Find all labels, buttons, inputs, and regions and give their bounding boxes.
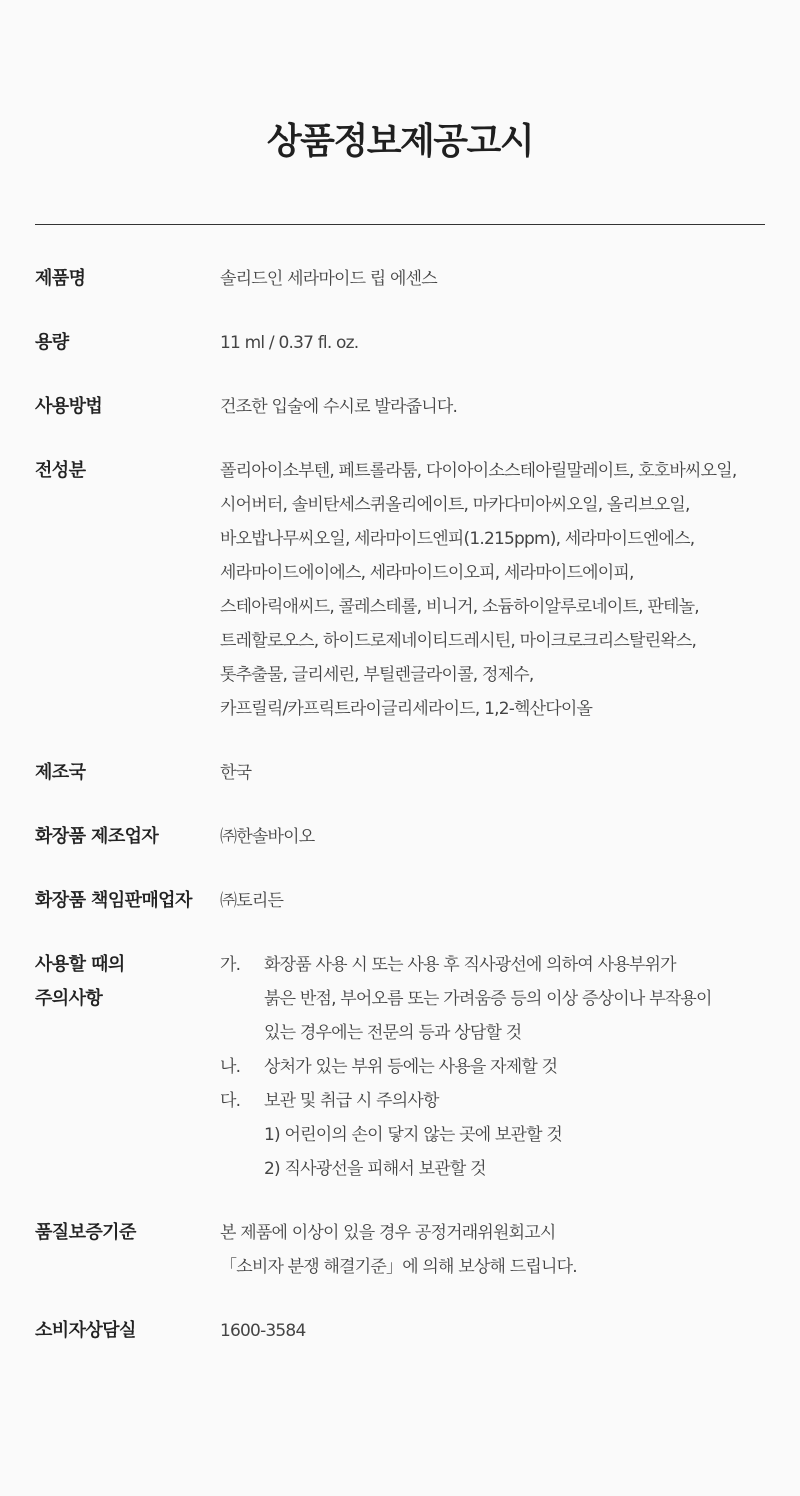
ingredients-line: 카프릴릭/카프릭트라이글리세라이드, 1,2-헥산다이올	[220, 699, 593, 719]
caution-item	[220, 1050, 765, 1084]
row-value: 1600-3584	[220, 1321, 306, 1341]
row-value	[220, 1216, 765, 1284]
row-quality	[35, 1216, 765, 1284]
row-usage	[35, 390, 765, 424]
caution-marker: 나.	[220, 1057, 241, 1077]
ingredients-line: 시어버터, 솔비탄세스퀴올리에이트, 마카다미아씨오일, 올리브오일,	[220, 495, 690, 515]
caution-marker: 가.	[220, 955, 241, 975]
row-volume	[35, 326, 765, 360]
ingredients-line: 세라마이드에이에스, 세라마이드이오피, 세라마이드에이피,	[220, 563, 634, 583]
row-label	[35, 948, 220, 1016]
row-seller	[35, 884, 765, 918]
row-manufacturer	[35, 820, 765, 854]
row-value	[220, 948, 765, 1186]
caution-line: 붉은 반점, 부어오름 또는 가려움증 등의 이상 증상이나 부작용이	[264, 989, 712, 1009]
ingredients-line: 스테아릭애씨드, 콜레스테롤, 비니거, 소듐하이알루로네이트, 판테놀,	[220, 597, 699, 617]
page-title: 상품정보제공고시	[266, 121, 534, 162]
caution-body	[264, 1084, 765, 1186]
row-cautions	[35, 948, 765, 1186]
quality-line: 「소비자 분쟁 해결기준」에 의해 보상해 드립니다.	[220, 1257, 577, 1277]
ingredients-line: 트레할로오스, 하이드로제네이티드레시틴, 마이크로크리스탈린왁스,	[220, 631, 697, 651]
row-value: 11 ml / 0.37 fl. oz.	[220, 333, 359, 353]
caution-item	[220, 948, 765, 1050]
row-label: 화장품 책임판매업자	[35, 890, 192, 911]
caution-body	[264, 1050, 765, 1084]
row-value: 건조한 입술에 수시로 발라줍니다.	[220, 397, 458, 417]
row-value: 한국	[220, 763, 252, 783]
caution-line: 보관 및 취급 시 주의사항	[264, 1091, 439, 1111]
row-label: 품질보증기준	[35, 1222, 136, 1243]
row-product-name	[35, 262, 765, 296]
caution-body	[264, 948, 765, 1050]
caution-item	[220, 1084, 765, 1186]
row-ingredients	[35, 454, 765, 726]
row-value: ㈜토리든	[220, 891, 284, 911]
row-label: 화장품 제조업자	[35, 826, 159, 847]
caution-line: 있는 경우에는 전문의 등과 상담할 것	[264, 1023, 522, 1043]
row-value: 솔리드인 세라마이드 립 에센스	[220, 269, 437, 289]
caution-subitem: 1) 어린이의 손이 닿지 않는 곳에 보관할 것	[264, 1125, 563, 1145]
caution-line: 화장품 사용 시 또는 사용 후 직사광선에 의하여 사용부위가	[264, 955, 676, 975]
row-value	[220, 454, 765, 726]
caution-marker: 다.	[220, 1091, 241, 1111]
row-consumer-center	[35, 1314, 765, 1348]
row-value: ㈜한솔바이오	[220, 827, 315, 847]
row-label: 제조국	[35, 762, 86, 783]
quality-line: 본 제품에 이상이 있을 경우 공정거래위원회고시	[220, 1223, 556, 1243]
row-country	[35, 756, 765, 790]
ingredients-line: 바오밥나무씨오일, 세라마이드엔피(1.215ppm), 세라마이드엔에스,	[220, 529, 695, 549]
row-label: 전성분	[35, 460, 86, 481]
cautions-label-line: 주의사항	[35, 988, 103, 1009]
ingredients-line: 폴리아이소부텐, 페트롤라툼, 다이아이소스테아릴말레이트, 호호바씨오일,	[220, 461, 737, 481]
caution-subitem: 2) 직사광선을 피해서 보관할 것	[264, 1159, 486, 1179]
row-label: 용량	[35, 332, 69, 353]
row-label: 소비자상담실	[35, 1320, 136, 1341]
product-info-table	[35, 262, 765, 1378]
row-label: 사용방법	[35, 396, 103, 417]
row-label: 제품명	[35, 268, 86, 289]
caution-line: 상처가 있는 부위 등에는 사용을 자제할 것	[264, 1057, 558, 1077]
cautions-label-line: 사용할 때의	[35, 954, 125, 975]
ingredients-line: 톳추출물, 글리세린, 부틸렌글라이콜, 정제수,	[220, 665, 534, 685]
title-divider	[35, 224, 765, 225]
